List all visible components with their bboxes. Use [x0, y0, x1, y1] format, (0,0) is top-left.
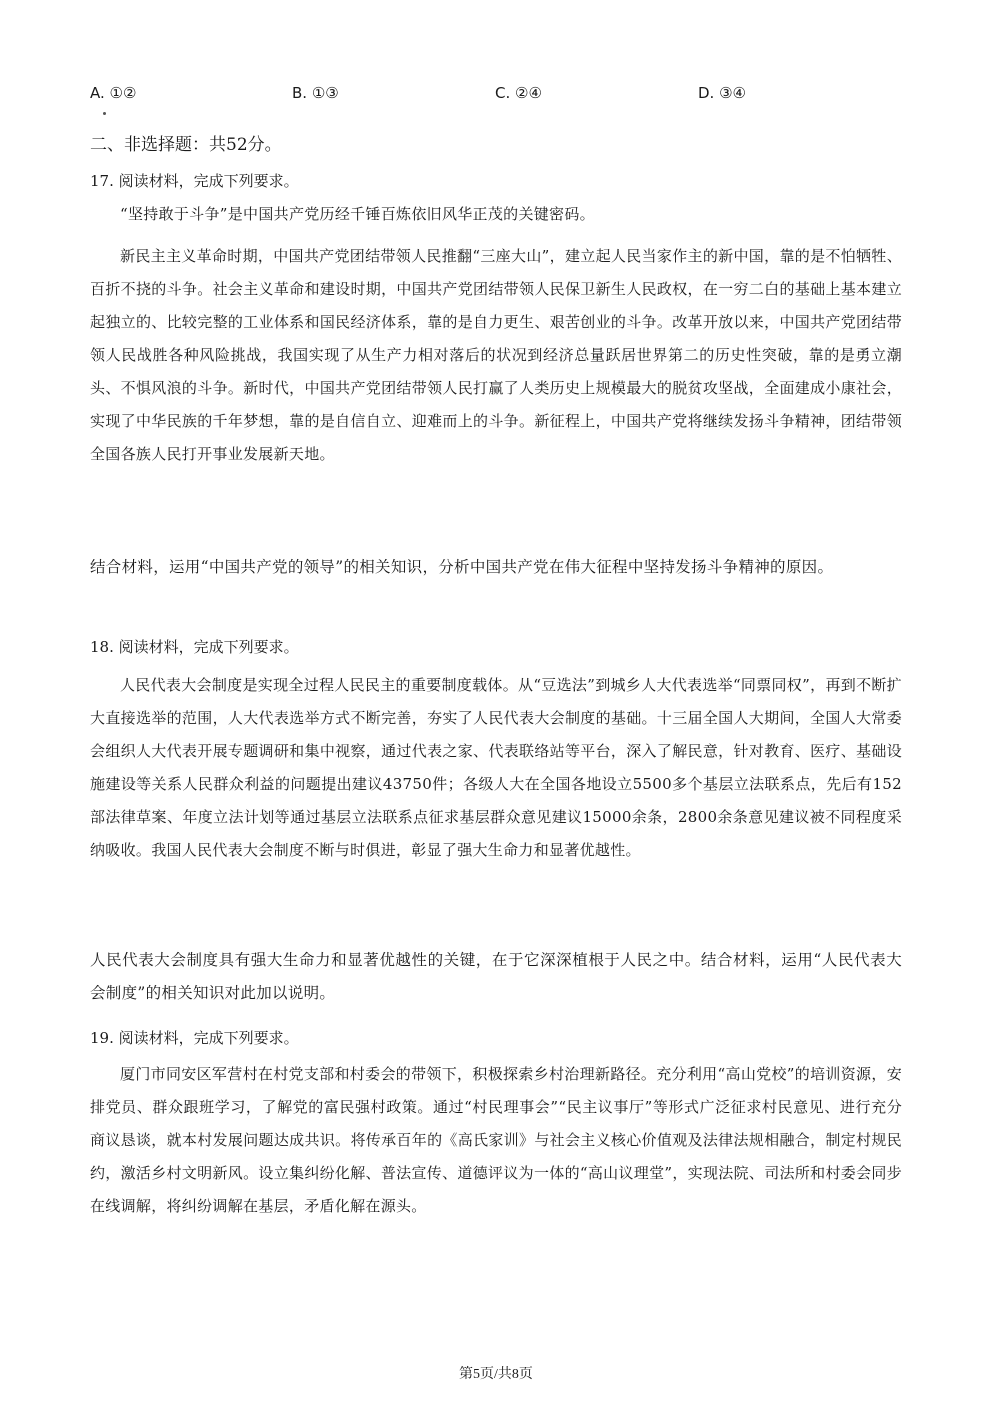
answer-options [90, 84, 910, 110]
page-number-footer: 第5页/共8页 [459, 1367, 533, 1382]
q17-material-intro: “坚持敢于斗争”是中国共产党历经千锤百炼依旧风华正茂的关键密码。 [120, 205, 595, 223]
q19-heading: 19. 阅读材料，完成下列要求。 [90, 1029, 299, 1047]
stray-dot-mark [103, 112, 106, 115]
option-c: C. ②④ [495, 84, 542, 102]
section-title: 二、非选择题：共52分。 [90, 135, 282, 155]
q17-material-body: 新民主主义革命时期，中国共产党团结带领人民推翻“三座大山”，建立起人民当家作主的新中国，靠的是不怕牺牲、百折不挠的斗争。社会主义革命和建设时期，中国共产党团结带领人民保卫新生人民政权，在一穷二白的基础上基本建立起独立的、比较完整的工业体系和国民经济体系，靠的是自力更生、艰苦创业的斗争。改革开放以来，中国共产党团结带领人民战胜各种风险挑战，我国实现了从生产力相对落后的状况到经济总量跃居世界第二的历史性突破，靠的是勇立潮头、不惧风浪的斗争。新时代，中国共产党团结带领人民打赢了人类历史上规模最大的脱贫攻坚战，全面建成小康社会，实现了中华民族的千年梦想，靠的是自信自立、迎难而上的斗争。新征程上，中国共产党将继续发扬斗争精神，团结带领全国各族人民打开事业发展新天地。 [90, 247, 902, 463]
q17-task: 结合材料，运用“中国共产党的领导”的相关知识，分析中国共产党在伟大征程中坚持发扬斗争精神的原因。 [90, 558, 834, 576]
q18-heading: 18. 阅读材料，完成下列要求。 [90, 638, 299, 656]
q18-task: 人民代表大会制度具有强大生命力和显著优越性的关键，在于它深深植根于人民之中。结合材料，运用“人民代表大会制度”的相关知识对此加以说明。 [90, 951, 902, 1002]
option-a: A. ①② [90, 84, 137, 102]
q19-material: 厦门市同安区军营村在村党支部和村委会的带领下，积极探索乡村治理新路径。充分利用“高山党校”的培训资源，安排党员、群众跟班学习，了解党的富民强村政策。通过“村民理事会”“民主议事厅”等形式广泛征求村民意见、进行充分商议恳谈，就本村发展问题达成共识。将传承百年的《高氏家训》与社会主义核心价值观及法律法规相融合，制定村规民约，激活乡村文明新风。设立集纠纷化解、普法宣传、道德评议为一体的“高山议理堂”，实现法院、司法所和村委会同步在线调解，将纠纷调解在基层，矛盾化解在源头。 [90, 1065, 902, 1215]
q17-heading: 17. 阅读材料，完成下列要求。 [90, 172, 299, 190]
option-d: D. ③④ [698, 84, 746, 102]
q18-material: 人民代表大会制度是实现全过程人民民主的重要制度载体。从“豆选法”到城乡人大代表选举“同票同权”，再到不断扩大直接选举的范围，人大代表选举方式不断完善，夯实了人民代表大会制度的基础。十三届全国人大期间，全国人大常委会组织人大代表开展专题调研和集中视察，通过代表之家、代表联络站等平台，深入了解民意，针对教育、医疗、基础设施建设等关系人民群众利益的问题提出建议43750件；各级人大在全国各地设立5500多个基层立法联系点，先后有152部法律草案、年度立法计划等通过基层立法联系点征求基层群众意见建议15000余条，2800余条意见建议被不同程度采纳吸收。我国人民代表大会制度不断与时俱进，彰显了强大生命力和显著优越性。 [90, 676, 902, 859]
option-b: B. ①③ [292, 84, 339, 102]
